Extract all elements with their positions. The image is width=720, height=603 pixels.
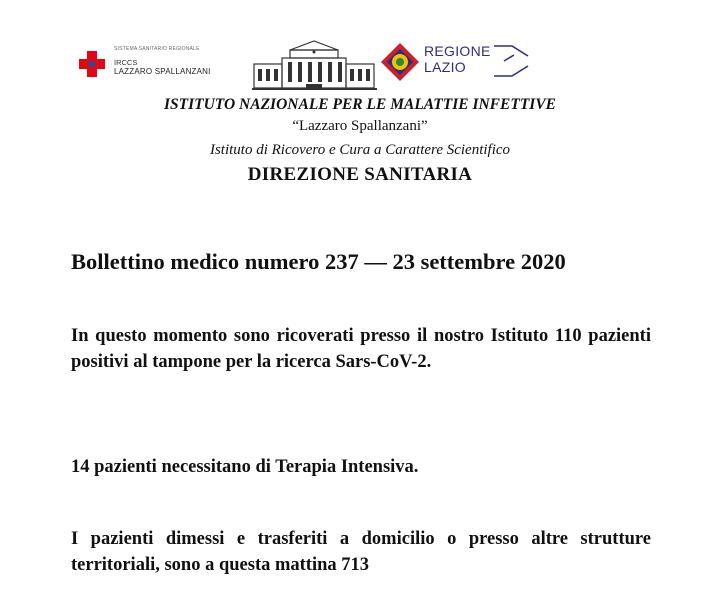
lazio-emblem-icon xyxy=(380,42,420,82)
bulletin-title: Bollettino medico numero 237 — 23 settembre 2020 xyxy=(71,249,566,274)
red-cross-icon xyxy=(78,50,106,78)
lazio-line2: LAZIO xyxy=(424,59,466,75)
institute-subtitle: Istituto di Ricovero e Cura a Carattere Scientifico xyxy=(209,142,511,158)
lazio-swoosh-icon xyxy=(492,44,532,78)
irccs-label: IRCCS xyxy=(114,58,138,67)
institute-eponym: “Lazzaro Spallanzani” xyxy=(292,118,428,134)
department-title: DIREZIONE SANITARIA xyxy=(247,164,473,185)
logo-bar xyxy=(0,36,720,94)
irccs-name: LAZZARO SPALLANZANI xyxy=(114,67,211,76)
bulletin-paragraph-intensive-care: 14 pazienti necessitano di Terapia Intensiva. xyxy=(71,457,419,477)
bulletin-paragraph-hospitalized: In questo momento sono ricoverati presso il nostro Istituto 110 pazienti positivi al tampone per la ricerca Sars-CoV-2. xyxy=(71,326,651,372)
institute-building-icon xyxy=(252,36,377,92)
lazio-line1: REGIONE xyxy=(424,43,491,59)
institute-name: ISTITUTO NAZIONALE PER LE MALATTIE INFETTIVE xyxy=(163,96,556,113)
regione-lazio-logo xyxy=(380,42,535,82)
irccs-system-text: SISTEMA SANITARIO REGIONALE xyxy=(114,46,200,52)
irccs-logo xyxy=(78,44,243,78)
bulletin-paragraph-discharged: I pazienti dimessi e trasferiti a domicilio o presso altre strutture territoriali, sono a questa mattina 713 xyxy=(71,529,651,575)
